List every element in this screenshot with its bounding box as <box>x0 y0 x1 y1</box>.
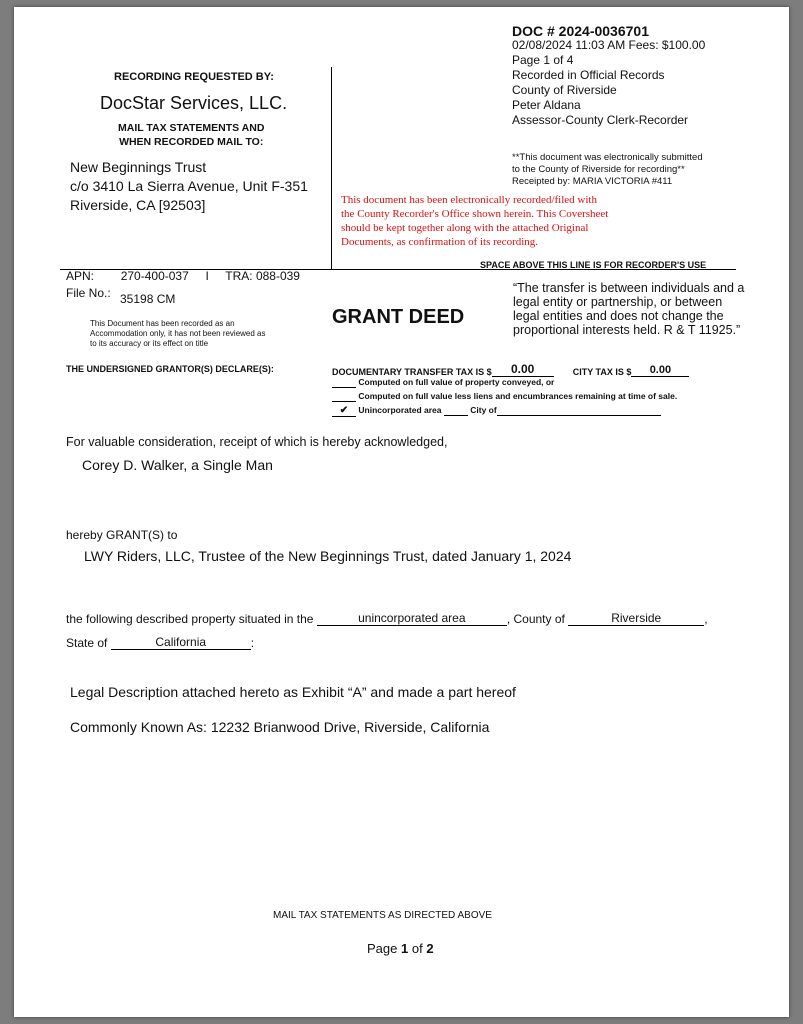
grantor-declare-label: THE UNDERSIGNED GRANTOR(S) DECLARE(S): <box>66 364 274 374</box>
area-selection: ✔ Unincorporated area City of <box>332 405 661 417</box>
recording-requested-label: RECORDING REQUESTED BY: <box>114 71 274 83</box>
recorded-in: Recorded in Official Records <box>512 68 665 82</box>
transfer-tax-line: DOCUMENTARY TRANSFER TAX IS $ 0.00 CITY TAX IS $ 0.00 <box>332 362 689 377</box>
recorded-datetime-fees: 02/08/2024 11:03 AM Fees: $100.00 <box>512 38 706 52</box>
county-value: Riverside <box>568 611 704 626</box>
mail-to-label: MAIL TAX STATEMENTS AND WHEN RECORDED MAIL TO: <box>118 122 265 148</box>
state-value: California <box>111 635 251 650</box>
page-number: Page 1 of 2 <box>367 941 434 956</box>
recorder-title: Assessor-County Clerk-Recorder <box>512 113 689 127</box>
file-no-label: File No.: <box>66 286 111 300</box>
recorder-name: Peter Aldana <box>512 98 581 112</box>
transfer-tax-value: 0.00 <box>492 362 554 377</box>
recorder-block <box>512 38 705 128</box>
legal-description: Legal Description attached hereto as Exhibit “A” and made a part hereof <box>70 684 516 700</box>
city-name-field <box>497 405 661 416</box>
page-count: Page 1 of 4 <box>512 53 574 67</box>
less-liens-checkbox <box>332 391 356 402</box>
header-divider-vertical <box>331 67 332 269</box>
coversheet-notice: This document has been electronically recorded/filed with the County Recorder's Office shown herein. This Coversheet should be kept together along with the attached Original Documents, as confirmation of its recording. <box>341 194 609 248</box>
city-tax-value: 0.00 <box>631 364 689 377</box>
state-line: State of California : <box>66 635 255 650</box>
grantor-name: Corey D. Walker, a Single Man <box>82 457 273 473</box>
computed-less-liens: Computed on full value less liens and encumbrances remaining at time of sale. <box>332 391 677 402</box>
unincorporated-checkbox: ✔ <box>332 405 356 417</box>
requester-name: DocStar Services, LLC. <box>100 93 288 113</box>
transfer-statement: “The transfer is between individuals and a legal entity or partnership, or between legal entities and does not change the proportional interests held. R & T 11925.” <box>513 281 745 337</box>
document-title: GRANT DEED <box>332 306 465 328</box>
tra-label: TRA: <box>225 269 256 283</box>
commonly-known-as: Commonly Known As: 12232 Brianwood Drive, Riverside, California <box>70 719 490 735</box>
tra-value: 088-039 <box>255 269 300 283</box>
mail-to-address: New Beginnings Trust c/o 3410 La Sierra Avenue, Unit F-351 Riverside, CA [92503] <box>70 159 308 213</box>
property-location-line: the following described property situated in the unincorporated area , County of Riverside , <box>66 611 708 626</box>
recorder-use-label: SPACE ABOVE THIS LINE IS FOR RECORDER'S USE <box>480 260 707 270</box>
consideration-statement: For valuable consideration, receipt of which is hereby acknowledged, <box>66 435 448 449</box>
electronic-submission-note: **This document was electronically submitted to the County of Riverside for recording** Receipted by: MARIA VICTORIA #411 <box>512 152 703 187</box>
city-checkbox <box>444 405 468 416</box>
file-no-value: 35198 CM <box>120 292 176 306</box>
apn-line: APN: 270-400-037 I TRA: 088-039 <box>66 269 300 283</box>
full-value-checkbox <box>332 377 356 388</box>
document-page <box>14 7 789 1017</box>
computed-full-value: Computed on full value of property conveyed, or <box>332 377 554 388</box>
accommodation-note: This Document has been recorded as an Accommodation only, it has not been reviewed as to its accuracy or its effect on title <box>90 319 266 348</box>
area-value: unincorporated area <box>317 611 507 626</box>
apn-value: 270-400-037 <box>120 269 189 283</box>
mail-tax-footer: MAIL TAX STATEMENTS AS DIRECTED ABOVE <box>273 910 492 921</box>
grant-to-label: hereby GRANT(S) to <box>66 528 178 542</box>
county: County of Riverside <box>512 83 617 97</box>
doc-number: DOC # 2024-0036701 <box>512 23 649 39</box>
grantee-name: LWY Riders, LLC, Trustee of the New Beginnings Trust, dated January 1, 2024 <box>84 548 572 564</box>
